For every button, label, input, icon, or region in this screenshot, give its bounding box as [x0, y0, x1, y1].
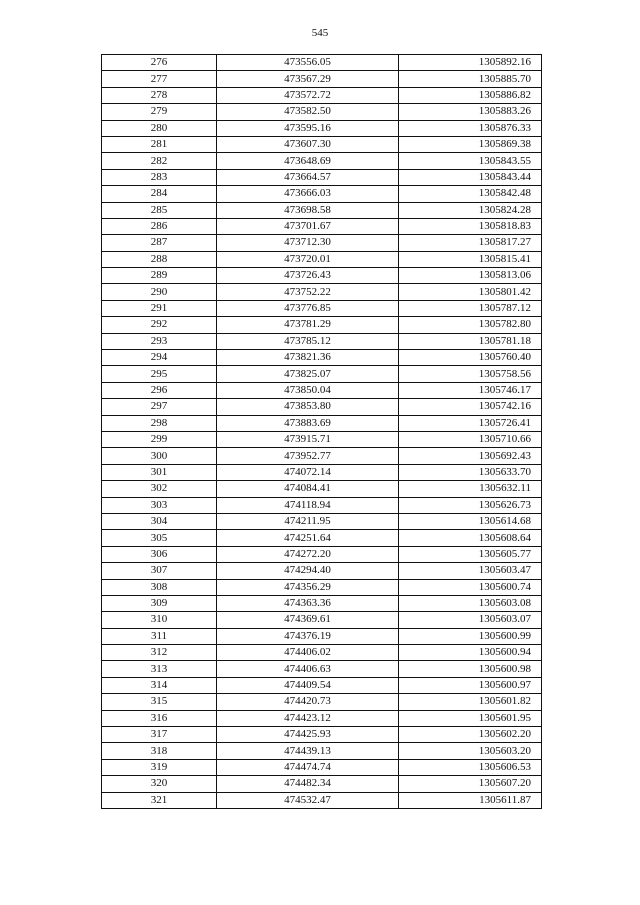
y-coordinate-cell: 1305600.94 [399, 645, 542, 661]
table-row [102, 87, 542, 103]
point-number-cell: 318 [102, 743, 217, 759]
coordinates-table [101, 54, 542, 809]
table-row [102, 595, 542, 611]
table-row [102, 448, 542, 464]
table-row [102, 218, 542, 234]
y-coordinate-cell: 1305726.41 [399, 415, 542, 431]
x-coordinate-cell: 473726.43 [217, 268, 399, 284]
y-coordinate-cell: 1305758.56 [399, 366, 542, 382]
table-row [102, 104, 542, 120]
point-number-cell: 276 [102, 55, 217, 71]
y-coordinate-cell: 1305742.16 [399, 399, 542, 415]
point-number-cell: 277 [102, 71, 217, 87]
y-coordinate-cell: 1305781.18 [399, 333, 542, 349]
x-coordinate-cell: 473825.07 [217, 366, 399, 382]
point-number-cell: 306 [102, 546, 217, 562]
x-coordinate-cell: 474482.34 [217, 776, 399, 792]
point-number-cell: 302 [102, 481, 217, 497]
x-coordinate-cell: 474211.95 [217, 513, 399, 529]
table-row [102, 415, 542, 431]
y-coordinate-cell: 1305632.11 [399, 481, 542, 497]
table-row [102, 497, 542, 513]
y-coordinate-cell: 1305815.41 [399, 251, 542, 267]
x-coordinate-cell: 474425.93 [217, 727, 399, 743]
y-coordinate-cell: 1305843.55 [399, 153, 542, 169]
table-row [102, 431, 542, 447]
y-coordinate-cell: 1305614.68 [399, 513, 542, 529]
y-coordinate-cell: 1305606.53 [399, 759, 542, 775]
x-coordinate-cell: 473698.58 [217, 202, 399, 218]
x-coordinate-cell: 474409.54 [217, 677, 399, 693]
y-coordinate-cell: 1305782.80 [399, 317, 542, 333]
y-coordinate-cell: 1305817.27 [399, 235, 542, 251]
point-number-cell: 285 [102, 202, 217, 218]
table-row [102, 153, 542, 169]
y-coordinate-cell: 1305633.70 [399, 464, 542, 480]
table-row [102, 382, 542, 398]
point-number-cell: 293 [102, 333, 217, 349]
x-coordinate-cell: 473883.69 [217, 415, 399, 431]
y-coordinate-cell: 1305603.20 [399, 743, 542, 759]
table-row [102, 284, 542, 300]
coordinates-table-body [102, 55, 542, 809]
table-row [102, 661, 542, 677]
point-number-cell: 295 [102, 366, 217, 382]
y-coordinate-cell: 1305603.08 [399, 595, 542, 611]
y-coordinate-cell: 1305842.48 [399, 186, 542, 202]
table-row [102, 710, 542, 726]
x-coordinate-cell: 474363.36 [217, 595, 399, 611]
y-coordinate-cell: 1305603.47 [399, 563, 542, 579]
point-number-cell: 283 [102, 169, 217, 185]
y-coordinate-cell: 1305600.97 [399, 677, 542, 693]
point-number-cell: 296 [102, 382, 217, 398]
point-number-cell: 279 [102, 104, 217, 120]
x-coordinate-cell: 473556.05 [217, 55, 399, 71]
x-coordinate-cell: 473607.30 [217, 136, 399, 152]
x-coordinate-cell: 473853.80 [217, 399, 399, 415]
x-coordinate-cell: 474420.73 [217, 694, 399, 710]
x-coordinate-cell: 473952.77 [217, 448, 399, 464]
y-coordinate-cell: 1305883.26 [399, 104, 542, 120]
x-coordinate-cell: 474356.29 [217, 579, 399, 595]
x-coordinate-cell: 473666.03 [217, 186, 399, 202]
point-number-cell: 288 [102, 251, 217, 267]
y-coordinate-cell: 1305892.16 [399, 55, 542, 71]
y-coordinate-cell: 1305843.44 [399, 169, 542, 185]
table-row [102, 120, 542, 136]
point-number-cell: 280 [102, 120, 217, 136]
x-coordinate-cell: 473720.01 [217, 251, 399, 267]
x-coordinate-cell: 474294.40 [217, 563, 399, 579]
table-row [102, 350, 542, 366]
point-number-cell: 308 [102, 579, 217, 595]
point-number-cell: 300 [102, 448, 217, 464]
y-coordinate-cell: 1305602.20 [399, 727, 542, 743]
table-row [102, 677, 542, 693]
y-coordinate-cell: 1305601.82 [399, 694, 542, 710]
y-coordinate-cell: 1305710.66 [399, 431, 542, 447]
y-coordinate-cell: 1305607.20 [399, 776, 542, 792]
table-row [102, 464, 542, 480]
table-row [102, 71, 542, 87]
y-coordinate-cell: 1305600.74 [399, 579, 542, 595]
point-number-cell: 317 [102, 727, 217, 743]
y-coordinate-cell: 1305818.83 [399, 218, 542, 234]
x-coordinate-cell: 473915.71 [217, 431, 399, 447]
table-row [102, 268, 542, 284]
point-number-cell: 291 [102, 300, 217, 316]
table-row [102, 235, 542, 251]
y-coordinate-cell: 1305600.99 [399, 628, 542, 644]
y-coordinate-cell: 1305824.28 [399, 202, 542, 218]
table-row [102, 333, 542, 349]
point-number-cell: 305 [102, 530, 217, 546]
y-coordinate-cell: 1305760.40 [399, 350, 542, 366]
x-coordinate-cell: 473567.29 [217, 71, 399, 87]
y-coordinate-cell: 1305608.64 [399, 530, 542, 546]
x-coordinate-cell: 473712.30 [217, 235, 399, 251]
table-row [102, 776, 542, 792]
x-coordinate-cell: 473752.22 [217, 284, 399, 300]
x-coordinate-cell: 473572.72 [217, 87, 399, 103]
x-coordinate-cell: 473648.69 [217, 153, 399, 169]
y-coordinate-cell: 1305801.42 [399, 284, 542, 300]
y-coordinate-cell: 1305876.33 [399, 120, 542, 136]
y-coordinate-cell: 1305885.70 [399, 71, 542, 87]
point-number-cell: 301 [102, 464, 217, 480]
point-number-cell: 311 [102, 628, 217, 644]
x-coordinate-cell: 474423.12 [217, 710, 399, 726]
point-number-cell: 321 [102, 792, 217, 808]
x-coordinate-cell: 473781.29 [217, 317, 399, 333]
x-coordinate-cell: 474532.47 [217, 792, 399, 808]
table-row [102, 628, 542, 644]
x-coordinate-cell: 474251.64 [217, 530, 399, 546]
table-row [102, 694, 542, 710]
point-number-cell: 310 [102, 612, 217, 628]
x-coordinate-cell: 474406.63 [217, 661, 399, 677]
point-number-cell: 286 [102, 218, 217, 234]
point-number-cell: 309 [102, 595, 217, 611]
x-coordinate-cell: 474072.14 [217, 464, 399, 480]
y-coordinate-cell: 1305626.73 [399, 497, 542, 513]
x-coordinate-cell: 474084.41 [217, 481, 399, 497]
table-row [102, 169, 542, 185]
x-coordinate-cell: 473785.12 [217, 333, 399, 349]
table-row [102, 399, 542, 415]
point-number-cell: 299 [102, 431, 217, 447]
x-coordinate-cell: 474474.74 [217, 759, 399, 775]
point-number-cell: 303 [102, 497, 217, 513]
point-number-cell: 297 [102, 399, 217, 415]
x-coordinate-cell: 474376.19 [217, 628, 399, 644]
point-number-cell: 282 [102, 153, 217, 169]
x-coordinate-cell: 473664.57 [217, 169, 399, 185]
x-coordinate-cell: 474406.02 [217, 645, 399, 661]
table-row [102, 300, 542, 316]
point-number-cell: 312 [102, 645, 217, 661]
table-row [102, 251, 542, 267]
x-coordinate-cell: 473701.67 [217, 218, 399, 234]
table-row [102, 743, 542, 759]
point-number-cell: 316 [102, 710, 217, 726]
y-coordinate-cell: 1305611.87 [399, 792, 542, 808]
point-number-cell: 294 [102, 350, 217, 366]
x-coordinate-cell: 473776.85 [217, 300, 399, 316]
y-coordinate-cell: 1305813.06 [399, 268, 542, 284]
table-row [102, 759, 542, 775]
x-coordinate-cell: 474369.61 [217, 612, 399, 628]
point-number-cell: 320 [102, 776, 217, 792]
table-row [102, 645, 542, 661]
table-row [102, 792, 542, 808]
point-number-cell: 278 [102, 87, 217, 103]
table-row [102, 55, 542, 71]
y-coordinate-cell: 1305603.07 [399, 612, 542, 628]
table-row [102, 612, 542, 628]
y-coordinate-cell: 1305869.38 [399, 136, 542, 152]
x-coordinate-cell: 473595.16 [217, 120, 399, 136]
x-coordinate-cell: 473850.04 [217, 382, 399, 398]
table-row [102, 186, 542, 202]
y-coordinate-cell: 1305692.43 [399, 448, 542, 464]
y-coordinate-cell: 1305886.82 [399, 87, 542, 103]
table-row [102, 481, 542, 497]
y-coordinate-cell: 1305601.95 [399, 710, 542, 726]
point-number-cell: 287 [102, 235, 217, 251]
point-number-cell: 292 [102, 317, 217, 333]
y-coordinate-cell: 1305605.77 [399, 546, 542, 562]
point-number-cell: 290 [102, 284, 217, 300]
x-coordinate-cell: 473582.50 [217, 104, 399, 120]
x-coordinate-cell: 474439.13 [217, 743, 399, 759]
point-number-cell: 315 [102, 694, 217, 710]
x-coordinate-cell: 473821.36 [217, 350, 399, 366]
x-coordinate-cell: 474118.94 [217, 497, 399, 513]
table-row [102, 727, 542, 743]
point-number-cell: 284 [102, 186, 217, 202]
point-number-cell: 298 [102, 415, 217, 431]
page-number: 545 [311, 27, 329, 39]
y-coordinate-cell: 1305787.12 [399, 300, 542, 316]
point-number-cell: 319 [102, 759, 217, 775]
point-number-cell: 304 [102, 513, 217, 529]
table-row [102, 530, 542, 546]
point-number-cell: 313 [102, 661, 217, 677]
table-row [102, 513, 542, 529]
table-row [102, 563, 542, 579]
y-coordinate-cell: 1305746.17 [399, 382, 542, 398]
table-row [102, 202, 542, 218]
table-row [102, 366, 542, 382]
point-number-cell: 289 [102, 268, 217, 284]
x-coordinate-cell: 474272.20 [217, 546, 399, 562]
point-number-cell: 281 [102, 136, 217, 152]
table-row [102, 136, 542, 152]
table-row [102, 317, 542, 333]
y-coordinate-cell: 1305600.98 [399, 661, 542, 677]
point-number-cell: 307 [102, 563, 217, 579]
table-row [102, 579, 542, 595]
table-row [102, 546, 542, 562]
point-number-cell: 314 [102, 677, 217, 693]
